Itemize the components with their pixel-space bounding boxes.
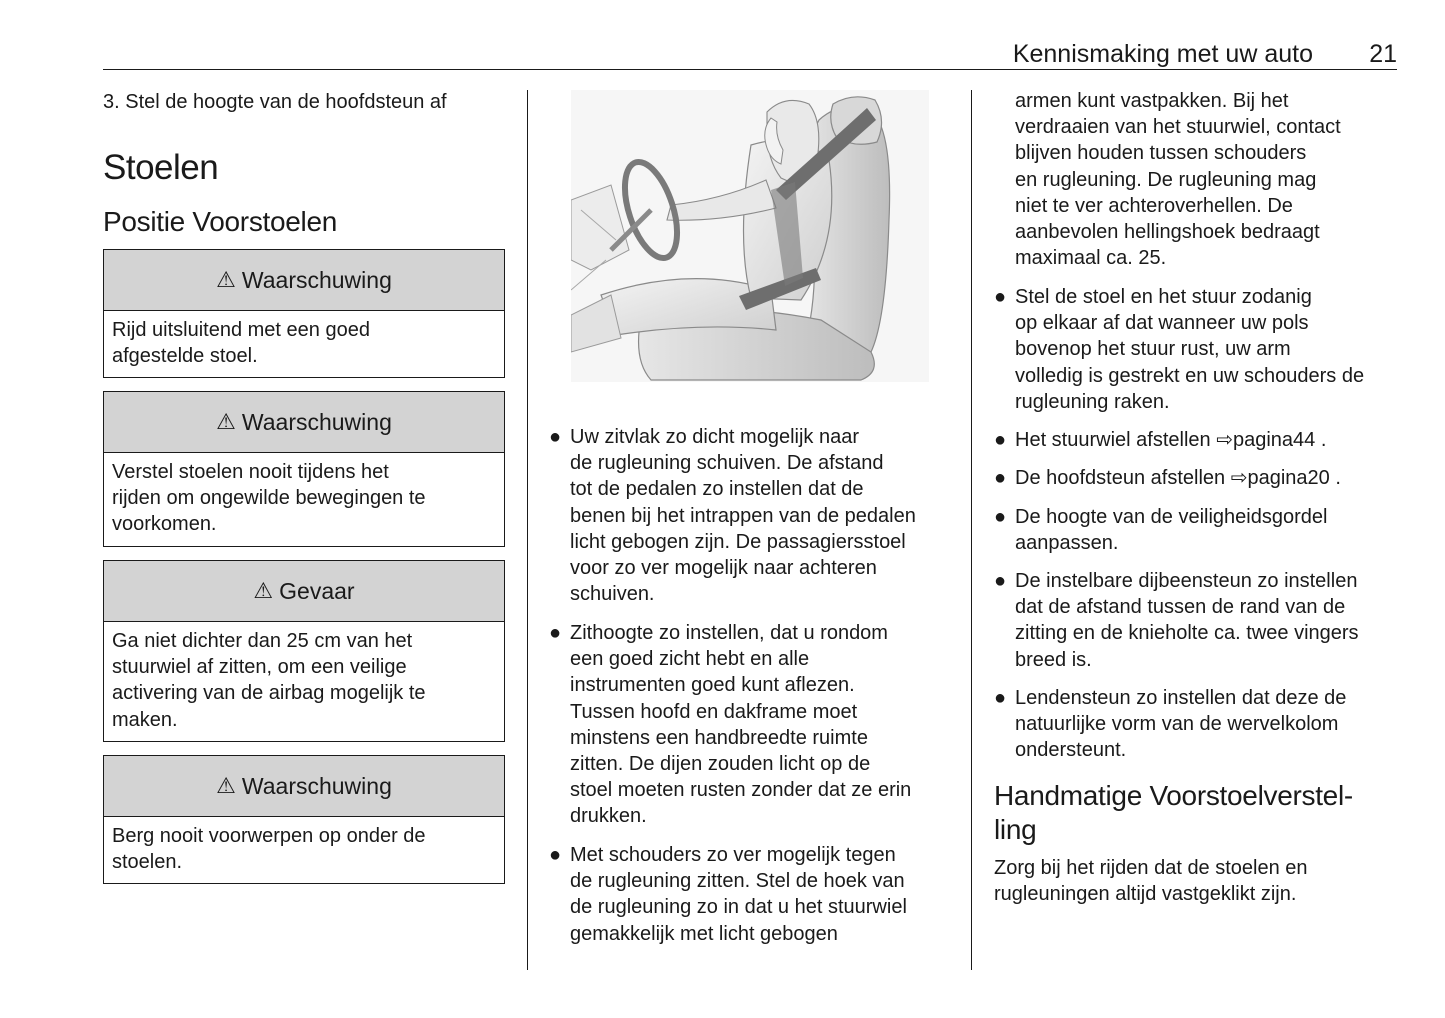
box-line: Rijd uitsluitend met een goed (112, 319, 370, 341)
danger-box (103, 560, 505, 742)
bullet-line: natuurlijke vorm van de wervelkolom (1015, 713, 1339, 736)
paragraph (994, 855, 1414, 907)
seating-position-illustration (571, 90, 929, 382)
header-rule (103, 69, 1397, 70)
list-item (994, 685, 1414, 764)
bullet-line: volledig is gestrekt en uw schouders de (1015, 364, 1365, 387)
bullet-line: Tussen hoofd en dakframe moet (570, 700, 858, 723)
subheading-positie-voorstoelen: Positie Voorstoelen (103, 206, 338, 237)
text-line: niet te ver achteroverhellen. De (1015, 194, 1293, 217)
bullet-dot: ● (994, 570, 1007, 592)
page-number: 21 (1369, 40, 1397, 68)
bullet-line: Met schouders zo ver mogelijk tegen (570, 844, 896, 866)
list-item (549, 842, 949, 947)
box-line: Ga niet dichter dan 25 cm van het (112, 630, 413, 652)
bullet-line: benen bij het intrappen van de pedalen (570, 504, 916, 527)
warning-box (103, 755, 505, 884)
column-divider-left (527, 90, 528, 970)
head-restraint-reference-link[interactable]: De hoofdsteun afstellen ⇨pagina20 . (1015, 467, 1341, 489)
bullet-line: minstens een handbreedte ruimte (570, 726, 868, 749)
warning-triangle-icon: ⚠ (216, 267, 236, 292)
list-item (549, 620, 949, 830)
box-line: stuurwiel af zitten, om een veilige (112, 656, 407, 679)
warning-box (103, 391, 505, 547)
bullet-dot: ● (994, 506, 1007, 528)
danger-box-header (104, 561, 504, 622)
bullet-line: Lendensteun zo instellen dat deze de (1015, 687, 1347, 709)
warning-box-text (104, 817, 504, 881)
bullet-line: rugleuning raken. (1015, 390, 1170, 413)
warning-box-text (104, 453, 504, 544)
bullet-line: de rugleuning schuiven. De afstand (570, 452, 884, 475)
text-line: verdraaien van het stuurwiel, contact (1015, 116, 1341, 139)
bullet-line: licht gebogen zijn. De passagiersstoel (570, 530, 906, 553)
list-item (994, 568, 1414, 673)
warning-box-header (104, 250, 504, 311)
warning-box-text (104, 311, 504, 375)
bullet-line: bovenop het stuur rust, uw arm (1015, 338, 1291, 361)
bullet-line: dat de afstand tussen de rand van de (1015, 596, 1346, 619)
bullet-dot: ● (549, 844, 562, 866)
danger-box-text (104, 622, 504, 739)
bullet-line: Uw zitvlak zo dicht mogelijk naar (570, 426, 859, 448)
bullet-dot: ● (994, 286, 1007, 308)
bullet-line: voor zo ver mogelijk naar achteren (570, 557, 877, 580)
list-item (994, 284, 1414, 415)
box-line: Verstel stoelen nooit tijdens het (112, 461, 389, 483)
bullet-line: De instelbare dijbeensteun zo instellen (1015, 570, 1358, 592)
bullet-line: Stel de stoel en het stuur zodanig (1015, 286, 1312, 308)
warning-box-header (104, 756, 504, 817)
column-divider-right (971, 90, 972, 970)
steering-wheel-reference-link[interactable]: Het stuurwiel afstellen ⇨pagina44 . (1015, 429, 1327, 451)
continued-paragraph (1015, 88, 1415, 271)
text-line: maximaal ca. 25. (1015, 247, 1167, 270)
step-3: 3. Stel de hoogte van de hoofdsteun af (103, 91, 447, 113)
list-item-page-reference[interactable] (994, 465, 1414, 491)
bullet-line: zitting en de knieholte ca. twee vingers (1015, 622, 1359, 645)
box-line: rijden om ongewilde bewegingen te (112, 487, 426, 510)
list-item (994, 504, 1414, 556)
bullet-line: zitten. De dijen zouden licht op de (570, 753, 871, 776)
box-line: activering van de airbag mogelijk te (112, 682, 426, 705)
bullet-dot: ● (994, 467, 1007, 489)
list-item (549, 424, 949, 607)
heading-line: Handmatige Voorstoelverstel- (994, 780, 1353, 811)
text-line: armen kunt vastpakken. Bij het (1015, 90, 1289, 112)
bullet-line: tot de pedalen zo instellen dat de (570, 478, 864, 501)
bullet-line: breed is. (1015, 648, 1092, 671)
box-line: maken. (112, 708, 178, 731)
bullet-line: schuiven. (570, 583, 655, 606)
bullet-line: aanpassen. (1015, 532, 1119, 555)
bullet-dot: ● (549, 426, 562, 448)
bullet-line: op elkaar af dat wanneer uw pols (1015, 312, 1309, 335)
bullet-line: gemakkelijk met licht gebogen (570, 922, 838, 945)
bullet-dot: ● (549, 622, 562, 644)
danger-box-title: Gevaar (279, 577, 355, 604)
section-heading-stoelen: Stoelen (103, 148, 219, 187)
box-line: afgestelde stoel. (112, 345, 258, 368)
bullet-line: instrumenten goed kunt aflezen. (570, 674, 855, 697)
warning-triangle-icon: ⚠ (253, 578, 274, 603)
warning-box-header (104, 392, 504, 453)
bullet-line: De hoogte van de veiligheidsgordel (1015, 506, 1328, 528)
text-line: rugleuningen altijd vastgeklikt zijn. (994, 883, 1297, 906)
bullet-line: ondersteunt. (1015, 739, 1127, 762)
box-line: voorkomen. (112, 513, 217, 536)
text-line: Zorg bij het rijden dat de stoelen en (994, 857, 1308, 879)
warning-triangle-icon: ⚠ (216, 773, 236, 798)
bullet-line: Zithoogte zo instellen, dat u rondom (570, 622, 888, 644)
bullet-dot: ● (994, 429, 1007, 451)
bullet-line: de rugleuning zitten. Stel de hoek van (570, 870, 905, 893)
bullet-line: de rugleuning zo in dat u het stuurwiel (570, 896, 907, 919)
bullet-line: drukken. (570, 805, 647, 828)
warning-triangle-icon: ⚠ (216, 409, 236, 434)
text-line: en rugleuning. De rugleuning mag (1015, 168, 1317, 191)
text-line: blijven houden tussen schouders (1015, 142, 1307, 165)
list-item-page-reference[interactable] (994, 427, 1414, 453)
bullet-dot: ● (994, 687, 1007, 709)
warning-box-title: Waarschuwing (241, 408, 392, 435)
warning-box-title: Waarschuwing (241, 266, 392, 293)
bullet-line: een goed zicht hebt en alle (570, 648, 810, 671)
heading-line: ling (994, 814, 1037, 845)
box-line: stoelen. (112, 851, 183, 874)
subheading-handmatige-voorstoelverstelling (994, 779, 1353, 847)
warning-box (103, 249, 505, 378)
box-line: Berg nooit voorwerpen op onder de (112, 825, 426, 847)
warning-box-title: Waarschuwing (241, 772, 392, 799)
text-line: aanbevolen hellingshoek bedraagt (1015, 221, 1320, 244)
bullet-line: stoel moeten rusten zonder dat ze erin (570, 779, 912, 802)
running-header-title: Kennismaking met uw auto (1012, 40, 1313, 68)
